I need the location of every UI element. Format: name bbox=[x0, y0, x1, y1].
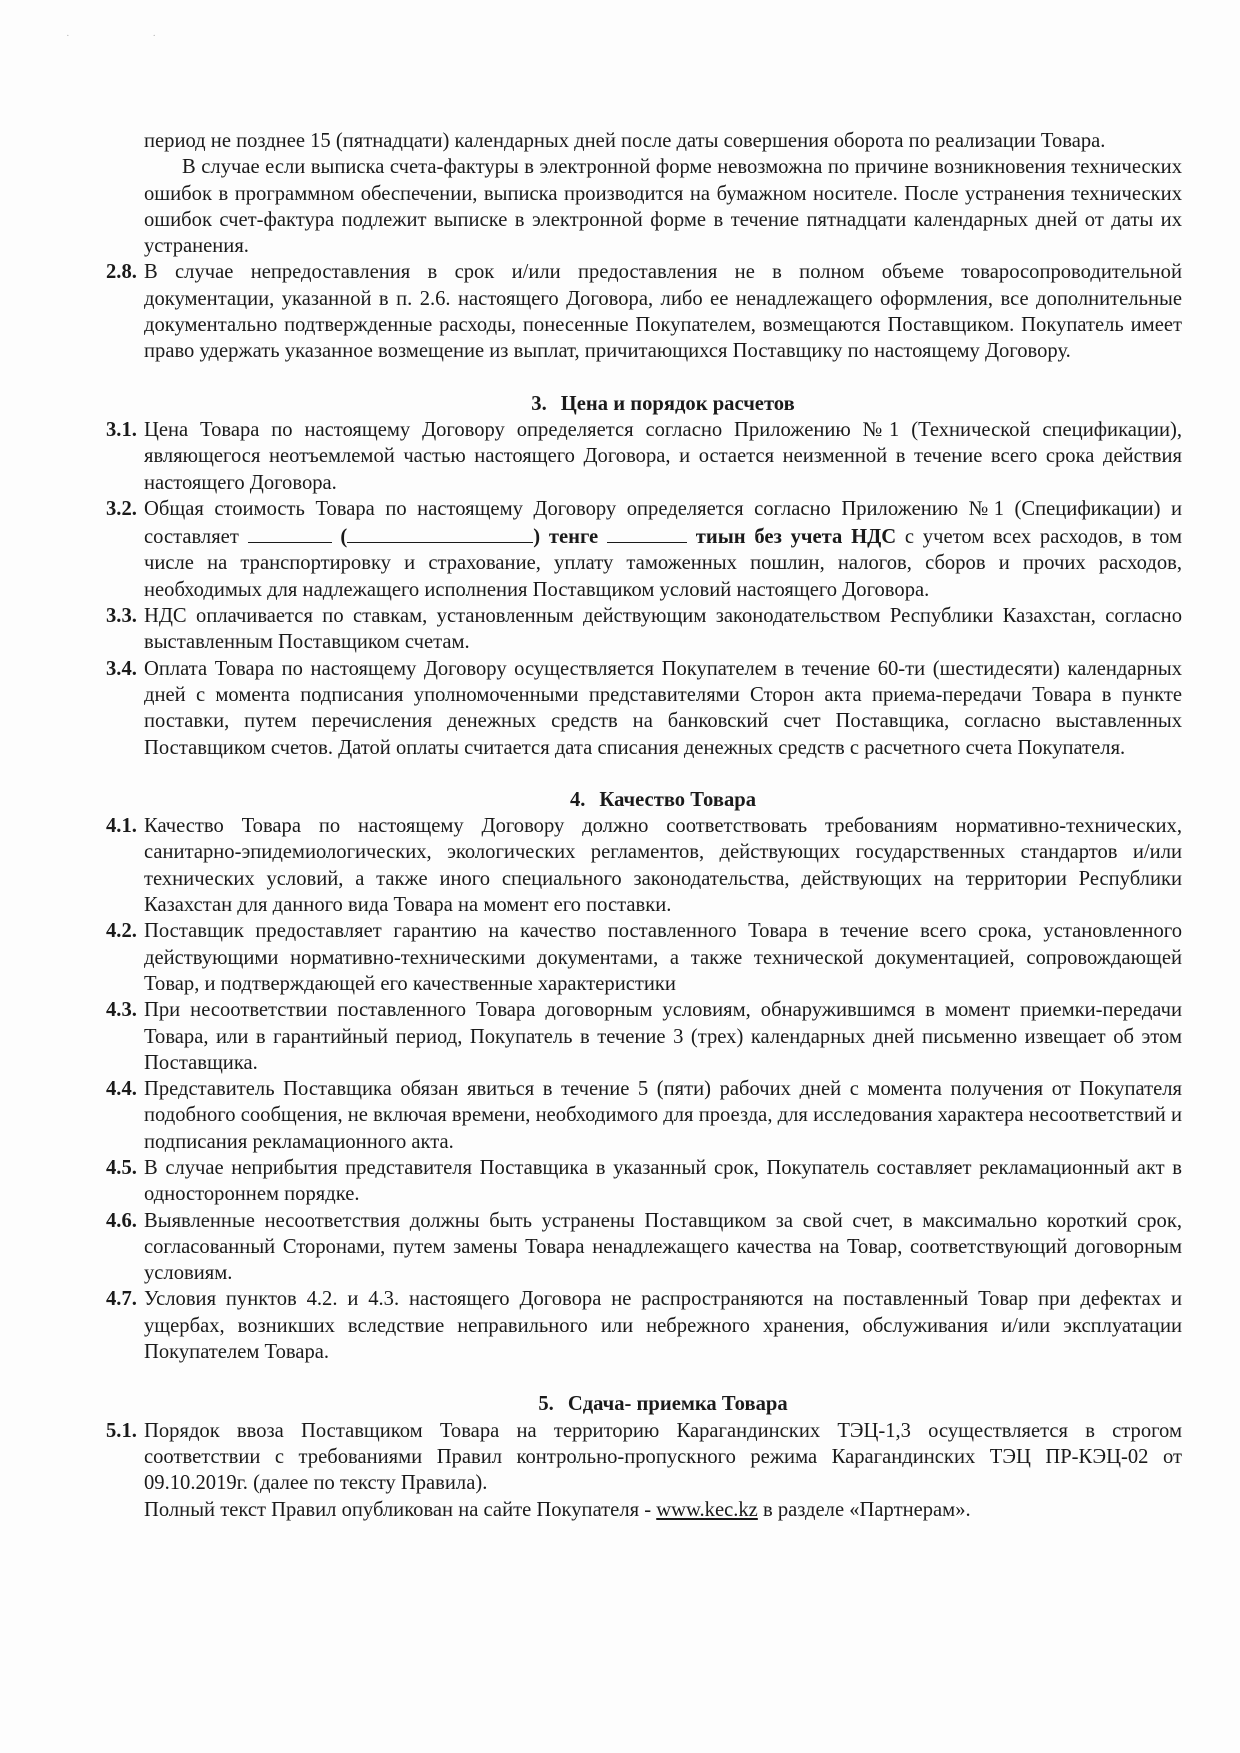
clause-text: Условия пунктов 4.2. и 4.3. настоящего Договора не распространяются на поставленный Товар при дефектах и ущербах, возникших вследствие неправильного или небрежного хранения, обслуживания и/или эксплуатации Покупателем Товара. bbox=[144, 1288, 1182, 1364]
clause-3-3 bbox=[106, 603, 1182, 656]
clause-text: Цена Товара по настоящему Договору определяется согласно Приложению №1 (Технической спецификации), являющегося неотъемлемой частью настоящего Договора, и остается неизменной в течение всего срока действия настоящего Договора. bbox=[144, 418, 1182, 494]
clause-text: В случае непредоставления в срок и/или предоставления не в полном объеме товаросопроводительной документации, указанной в п. 2.6. настоящего Договора, либо ее ненадлежащего оформления, все дополнительные документально подтвержденные расходы, понесенные Покупателем, возмещаются Поставщиком. Покупатель имеет право удержать указанное возмещение из выплат, причитающихся Поставщику по настоящему Договору. bbox=[144, 261, 1182, 363]
scan-artifacts: · · bbox=[66, 30, 197, 42]
clause-number: 3.2. bbox=[106, 497, 137, 520]
section-title-text: Цена и порядок расчетов bbox=[560, 392, 795, 415]
clause-4-4 bbox=[106, 1076, 1182, 1155]
clause-4-1 bbox=[106, 813, 1182, 918]
clause-number: 4.2. bbox=[106, 920, 137, 943]
section-4-title bbox=[106, 787, 1182, 813]
section-5-title bbox=[106, 1391, 1182, 1417]
clause-text: В случае неприбытия представителя Поставщика в указанный срок, Покупатель составляет рекламационный акт в одностороннем порядке. bbox=[144, 1156, 1182, 1206]
document-body bbox=[106, 128, 1182, 1523]
tenge-label: тенге bbox=[548, 526, 599, 549]
clause-number: 5.1. bbox=[106, 1419, 137, 1442]
rules-note-text: Полный текст Правил опубликован на сайте Покупателя - bbox=[144, 1498, 657, 1521]
clause-4-3 bbox=[106, 997, 1182, 1076]
intro-paragraph-1: период не позднее 15 (пятнадцати) календарных дней после даты совершения оборота по реализации Товара. bbox=[144, 130, 1106, 152]
section-number: 3. bbox=[531, 392, 547, 415]
clause-2-8 bbox=[106, 259, 1182, 364]
clause-number: 2.8. bbox=[106, 261, 137, 284]
section-number: 4. bbox=[569, 788, 586, 811]
clause-number: 4.3. bbox=[106, 999, 137, 1022]
amount-words-blank[interactable] bbox=[347, 522, 533, 543]
section-title-text: Сдача- приемка Товара bbox=[567, 1393, 788, 1416]
clause-number: 3.3. bbox=[106, 605, 137, 628]
clause-5-1 bbox=[106, 1418, 1182, 1497]
clause-3-4 bbox=[106, 656, 1182, 761]
section-3-title bbox=[106, 391, 1182, 417]
clause-text: Порядок ввоза Поставщиком Товара на территорию Карагандинских ТЭЦ-1,3 осуществляется в строгом соответствии с требованиями Правил контрольно-пропускного режима Карагандинских ТЭЦ ПР-КЭЦ-02 от 09.10.2019г. (далее по тексту Правила). bbox=[144, 1419, 1182, 1495]
clause-number: 4.6. bbox=[106, 1209, 137, 1232]
clause-4-5 bbox=[106, 1155, 1182, 1208]
clause-number: 4.4. bbox=[106, 1078, 137, 1101]
clause-4-2 bbox=[106, 918, 1182, 997]
clause-number: 4.5. bbox=[106, 1156, 137, 1179]
section-number: 5. bbox=[538, 1393, 554, 1416]
tiyn-blank[interactable] bbox=[607, 522, 687, 543]
clause-text: Качество Товара по настоящему Договору должно соответствовать требованиям нормативно-технических, санитарно-эпидемиологических, экологических регламентов, действующих государственных стандартов и/или технических условий, а также иного специального законодательства, действующих на территории Республики Казахстан для данного вида Товара на момент его поставки. bbox=[144, 815, 1182, 917]
website-link[interactable]: www.kec.kz bbox=[656, 1498, 758, 1521]
clause-3-2 bbox=[106, 496, 1182, 603]
clause-4-7 bbox=[106, 1286, 1182, 1365]
clause-number: 4.7. bbox=[106, 1288, 137, 1311]
rules-note bbox=[106, 1497, 1182, 1523]
clause-number: 3.4. bbox=[106, 657, 137, 680]
clause-4-6 bbox=[106, 1208, 1182, 1287]
clause-text: Представитель Поставщика обязан явиться в течение 5 (пяти) рабочих дней с момента получения от Покупателя подобного сообщения, не включая времени, необходимого для проезда, для исследования характера несоответствий и подписания рекламационного акта. bbox=[144, 1078, 1182, 1153]
clause-number: 4.1. bbox=[106, 815, 137, 838]
clause-text bbox=[144, 496, 1182, 603]
amount-blank[interactable] bbox=[248, 522, 332, 543]
clause-3-1 bbox=[106, 417, 1182, 496]
clause-number: 3.1. bbox=[106, 418, 137, 441]
paren-open: ( bbox=[340, 526, 348, 549]
clause-text-part2: с учетом всех расходов, в том числе на транспортировку и страхование, уплату таможенных пошлин, налогов, сборов и прочих расходов, необходимых для надлежащего исполнения Поставщиком условий настоящего Договора. bbox=[144, 526, 1183, 601]
clause-text: Выявленные несоответствия должны быть устранены Поставщиком за свой счет, в максимально короткий срок, согласованный Сторонами, путем замены Товара ненадлежащего качества на Товар, соответствующий договорным условиям. bbox=[144, 1209, 1182, 1285]
section-title-text: Качество Товара bbox=[599, 788, 757, 811]
clause-text: При несоответствии поставленного Товара договорным условиям, обнаружившимся в момент приемки-передачи Товара, или в гарантийный период, Покупатель в течение 3 (трех) календарных дней письменно извещает об этом Поставщика. bbox=[144, 999, 1182, 1074]
clause-text-part1: Общая стоимость Товара по настоящему Договору определяется согласно Приложению №1 (Спецификации) и составляет bbox=[144, 497, 1182, 549]
clause-text: Поставщик предоставляет гарантию на качество поставленного Товара в течение всего срока, установленного действующими нормативно-техническими документами, а также технической документацией, сопровождающей Товар, и подтверждающей его качественные характеристики bbox=[144, 920, 1182, 995]
rules-note-section: в разделе «Партнерам». bbox=[757, 1498, 971, 1521]
intro-paragraph-2: В случае если выписка счета-фактуры в электронной форме невозможна по причине возникновения технических ошибок в программном обеспечении, выписка производится на бумажном носителе. После устранения технических ошибок счет-фактура подлежит выписке в электронной форме в течение пятнадцати календарных дней от даты их устранения. bbox=[144, 156, 1182, 258]
clause-text: Оплата Товара по настоящему Договору осуществляется Покупателем в течение 60-ти (шестидесяти) календарных дней с момента подписания уполномоченными представителями Сторон акта приема-передачи Товара в пункте поставки, путем перечисления денежных средств на банковский счет Поставщика, согласно выставленных Поставщиком счетов. Датой оплаты считается дата списания денежных средств с расчетного счета Покупателя. bbox=[144, 657, 1182, 759]
clause-text: НДС оплачивается по ставкам, установленным действующим законодательством Республики Казахстан, согласно выставленным Поставщиком счетам. bbox=[144, 605, 1182, 654]
paren-close: ) bbox=[533, 526, 541, 549]
tiyn-label: тиын без учета НДС bbox=[695, 526, 897, 549]
